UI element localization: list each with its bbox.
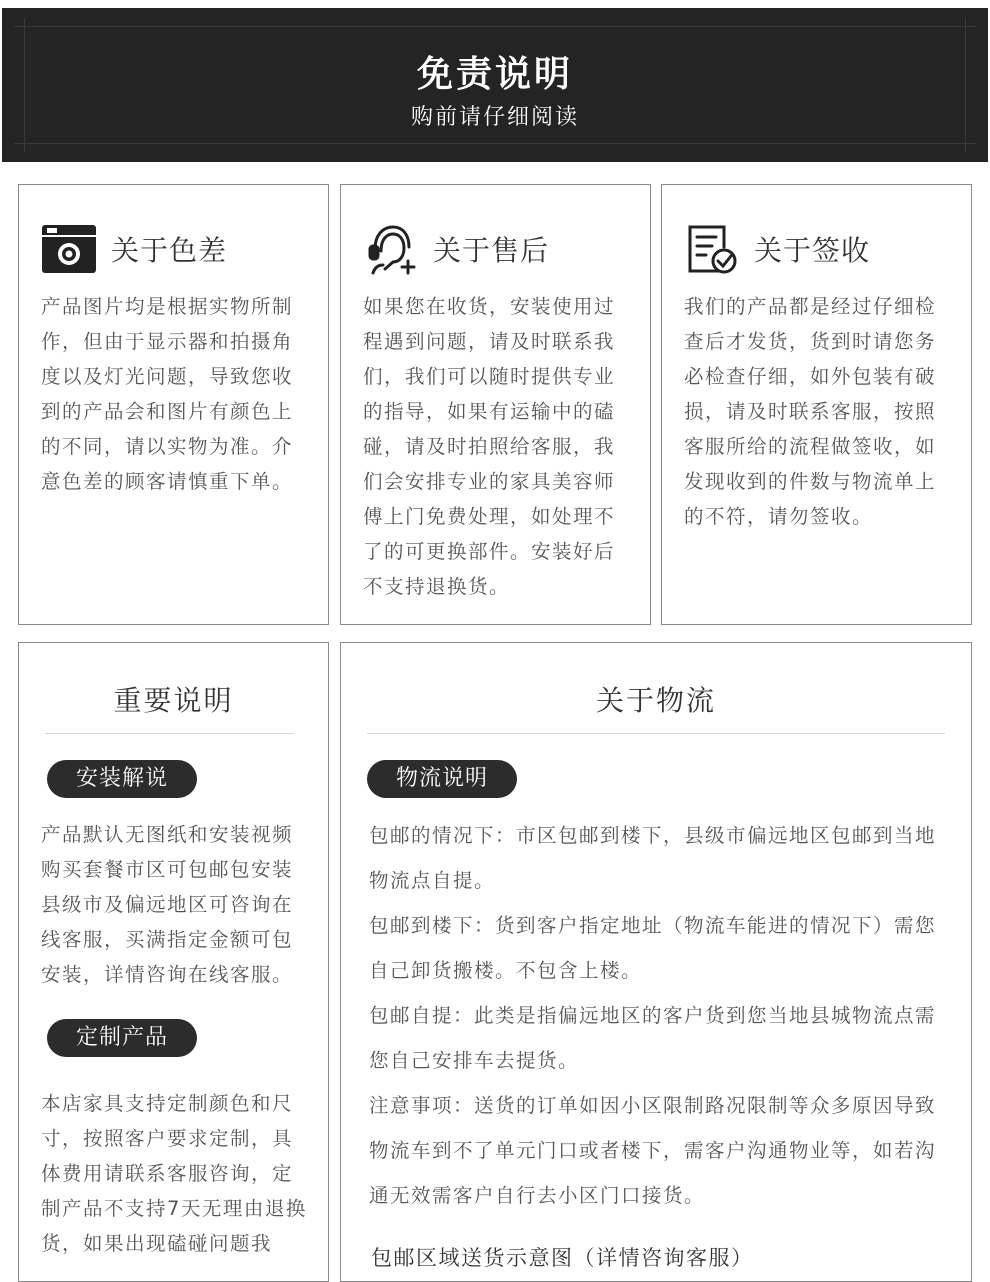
customer-service-icon [363, 221, 419, 277]
important-notes-panel [18, 642, 329, 1282]
logistics-footer-caption: 包邮区域送货示意图（详情咨询客服） [371, 1246, 754, 1270]
section-title: 重要说明 [113, 684, 234, 717]
card-after-sales [340, 184, 651, 625]
logistics-paragraph: 包邮到楼下：货到客户指定地址（物流车能进的情况下）需您自己卸货搬楼。不包含上楼。 [369, 914, 937, 982]
section-title: 关于物流 [595, 684, 716, 717]
custom-label: 定制产品 [47, 1019, 197, 1057]
logistics-paragraph: 包邮自提：此类是指偏远地区的客户货到您当地县城物流点需您自己安排车去提货。 [369, 1004, 937, 1072]
header-banner [2, 8, 988, 162]
custom-text: 本店家具支持定制颜色和尺寸，按照客户要求定制，具体费用请联系客服咨询，定制产品不支持7天无理由退换货，如果出现磕碰问题我 [41, 1092, 307, 1255]
card-title: 关于色差 [111, 234, 228, 267]
card-text: 产品图片均是根据实物所制作，但由于显示器和拍摄角度以及灯光问题，导致您收到的产品会和图片有颜色上的不同，请以实物为准。介意色差的顾客请慎重下单。 [41, 295, 294, 493]
card-title: 关于售后 [433, 234, 550, 267]
camera-icon [41, 221, 97, 277]
page-subtitle: 购前请仔细阅读 [410, 105, 579, 130]
install-label: 安装解说 [47, 760, 197, 798]
banner-guide-line [14, 26, 976, 27]
logistics-label: 物流说明 [367, 760, 517, 798]
card-title: 关于签收 [754, 234, 871, 267]
logistics-panel [340, 642, 972, 1282]
logistics-paragraph: 注意事项：送货的订单如因小区限制路况限制等众多原因导致物流车到不了单元门口或者楼下，需客户沟通物业等，如若沟通无效需客户自行去小区门口接货。 [369, 1094, 937, 1207]
logistics-paragraph: 包邮的情况下：市区包邮到楼下，县级市偏远地区包邮到当地物流点自提。 [369, 824, 937, 892]
card-color-difference [18, 184, 329, 625]
card-text: 如果您在收货，安装使用过程遇到问题，请及时联系我们，我们可以随时提供专业的指导，如果有运输中的磕碰，请及时拍照给客服，我们会安排专业的家具美容师傅上门免费处理，如处理不了的可更换部件。安装好后不支持退换货。 [363, 295, 616, 598]
page-title: 免责说明 [416, 54, 573, 95]
divider [45, 733, 294, 734]
divider [367, 733, 945, 734]
install-text: 产品默认无图纸和安装视频购买套餐市区可包邮包安装县级市及偏远地区可咨询在线客服，买满指定金额可包安装，详情咨询在线客服。 [41, 823, 294, 986]
signed-document-icon [684, 221, 740, 277]
card-sign-for [661, 184, 972, 625]
banner-guide-line [14, 143, 976, 144]
card-text: 我们的产品都是经过仔细检查后才发货，货到时请您务必检查仔细，如外包装有破损，请及时联系客服，按照客服所给的流程做签收，如发现收到的件数与物流单上的不符，请勿签收。 [684, 295, 937, 528]
